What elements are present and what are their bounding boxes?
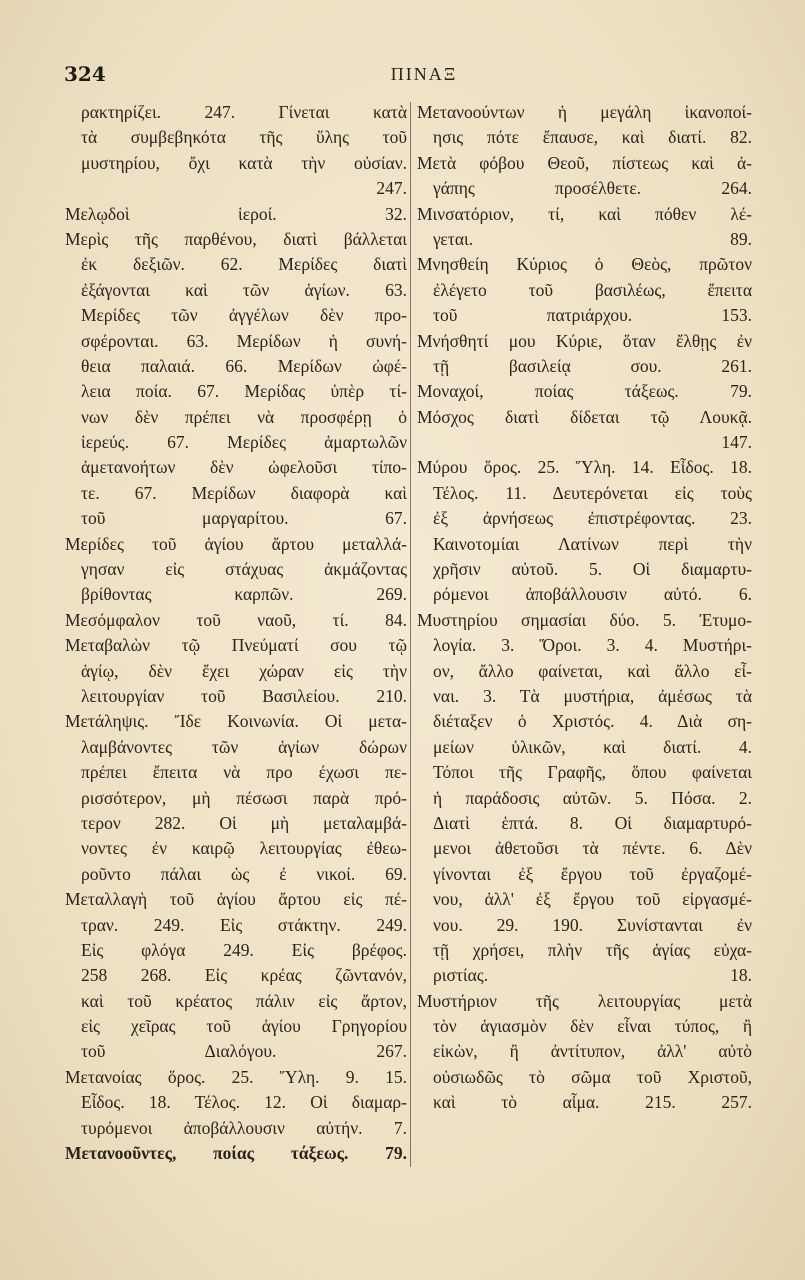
- index-line: 147.: [721, 432, 752, 453]
- index-line: ἁγίῳ, δὲν ἔχει χώραν εἰς τὴν: [81, 660, 407, 681]
- index-line: μείων ὑλικῶν, καὶ διατί. 4.: [433, 736, 752, 757]
- page-header: [64, 62, 764, 90]
- index-line: Μινσατόριον, τί, καὶ πόθεν λέ-: [417, 203, 752, 224]
- index-line: ρισσότερον, μὴ πέσωσι παρὰ πρό-: [81, 787, 407, 808]
- index-line: ἡ παράδοσις αὐτῶν. 5. Πόσα. 2.: [433, 787, 752, 808]
- index-line: τραν. 249. Εἰς στάκτην. 249.: [81, 914, 407, 935]
- index-line: διέταξεν ὁ Χριστός. 4. Διὰ ση-: [433, 711, 752, 732]
- index-line: γησαν εἰς στάχυας ἀκμάζοντας: [81, 559, 407, 580]
- index-line: Μυστήριον τῆς λειτουργίας μετὰ: [417, 990, 752, 1011]
- index-line: ἐξάγονται καὶ τῶν ἁγίων. 63.: [81, 279, 407, 300]
- index-line: τερον 282. Οἱ μὴ μεταλαμβά-: [81, 812, 407, 833]
- index-line: λεια ποία. 67. Μερίδας ὑπὲρ τί-: [81, 381, 407, 402]
- index-line: Μεταλλαγὴ τοῦ ἁγίου ἄρτου εἰς πέ-: [65, 889, 407, 910]
- index-line: ἐλέγετο τοῦ βασιλέως, ἔπειτα: [433, 279, 752, 300]
- page-number: 324: [64, 62, 106, 86]
- index-line: Καινοτομίαι Λατίνων περὶ τὴν: [433, 533, 752, 554]
- index-line: τοῦ μαργαρίτου. 67.: [81, 508, 407, 529]
- index-line: Μνησθείη Κύριος ὁ Θεὸς, πρῶτον: [417, 254, 752, 275]
- index-line: ροῦντο πάλαι ὡς ἐ νικοί. 69.: [81, 863, 407, 884]
- index-line: οὐσιωδῶς τὸ σῶμα τοῦ Χριστοῦ,: [433, 1066, 752, 1087]
- index-line: τὰ συμβεβηκότα τῆς ὕλης τοῦ: [81, 127, 407, 148]
- index-line: λαμβάνοντες τῶν ἁγίων δώρων: [81, 736, 407, 757]
- index-line: τῇ βασιλείᾳ σου. 261.: [433, 355, 752, 376]
- index-line: νου. 29. 190. Συνίστανται ἐν: [433, 914, 752, 935]
- index-line: Μνήσθητί μου Κύριε, ὅταν ἔλθῃς ἐν: [417, 330, 752, 351]
- index-line: 247.: [376, 178, 407, 199]
- index-line: εἰκὼν, ἢ ἀντίτυπον, ἀλλ' αὐτὸ: [433, 1041, 752, 1062]
- index-line: ησις πότε ἔπαυσε, καὶ διατί. 82.: [433, 127, 752, 148]
- index-line: νοντες ἐν καιρῷ λειτουργίας ἐθεω-: [81, 838, 407, 859]
- index-line: Μύρου ὅρος. 25. Ὕλη. 14. Εἶδος. 18.: [417, 457, 752, 478]
- index-line: γίνονται ἐξ ἔργου τοῦ ἐργαζομέ-: [433, 863, 752, 884]
- index-line: νου, ἀλλ' ἐξ ἔργου τοῦ εἰργασμέ-: [433, 889, 752, 910]
- index-line: Μετανοούντων ἡ μεγάλη ἱκανοποί-: [417, 102, 752, 122]
- index-line: χρῆσιν αὐτοῦ. 5. Οἱ διαμαρτυ-: [433, 559, 752, 580]
- index-line: Μετάληψις. Ἴδε Κοινωνία. Οἱ μετα-: [65, 711, 407, 732]
- index-line: καὶ τὸ αἷμα. 215. 257.: [433, 1092, 752, 1113]
- index-line: 258 268. Εἰς κρέας ζῶντανόν,: [81, 965, 407, 986]
- index-line: ναι. 3. Τὰ μυστήρια, ἀμέσως τὰ: [433, 685, 752, 706]
- index-line: καὶ τοῦ κρέατος πάλιν εἰς ἄρτον,: [81, 990, 407, 1011]
- index-line: λειτουργίαν τοῦ Βασιλείου. 210.: [81, 685, 407, 706]
- index-line: βρίθοντας καρπῶν. 269.: [81, 584, 407, 605]
- index-line: Διατὶ ἑπτά. 8. Οἱ διαμαρτυρό-: [433, 812, 752, 833]
- index-line: ρόμενοι ἀποβάλλουσιν αὐτό. 6.: [433, 584, 752, 605]
- index-line: Μελῳδοὶ ἱεροί. 32.: [65, 203, 407, 224]
- index-line: γεται. 89.: [433, 228, 752, 249]
- index-line: ἀμετανοήτων δὲν ὠφελοῦσι τίπο-: [81, 457, 407, 478]
- index-line: ἱερεύς. 67. Μερίδες ἁμαρτωλῶν: [81, 432, 407, 453]
- index-line: ρακτηρίζει. 247. Γίνεται κατὰ: [81, 102, 407, 122]
- index-line: ἐκ δεξιῶν. 62. Μερίδες διατὶ: [81, 254, 407, 275]
- index-line: Μετανοίας ὅρος. 25. Ὕλη. 9. 15.: [65, 1066, 407, 1087]
- index-line: ον, ἄλλο φαίνεται, καὶ ἄλλο εἶ-: [433, 660, 752, 681]
- index-line: ἐξ ἀρνήσεως ἐπιστρέφοντας. 23.: [433, 508, 752, 529]
- page-title: ΠΙΝΑΞ: [390, 64, 458, 84]
- index-line: μυστηρίου, ὄχι κατὰ τὴν οὐσίαν.: [81, 152, 407, 173]
- index-line: τε. 67. Μερίδων διαφορὰ καὶ: [81, 482, 407, 503]
- index-line: τοῦ Διαλόγου. 267.: [81, 1041, 407, 1062]
- index-line: σφέρονται. 63. Μερίδων ἡ συνή-: [81, 330, 407, 351]
- index-line: νων δὲν πρέπει νὰ προσφέρῃ ὁ: [81, 406, 407, 427]
- index-line: πρέπει ἔπειτα νὰ προ έχωσι πε-: [81, 762, 407, 783]
- right-column: [417, 100, 752, 1116]
- index-line: Μετανοοῦντες, ποίας τάξεως. 79.: [65, 1143, 407, 1164]
- index-line: εἰς χεῖρας τοῦ ἁγίου Γρηγορίου: [81, 1016, 407, 1037]
- index-line: Μεταβαλὼν τῷ Πνεύματί σου τῷ: [65, 635, 407, 656]
- index-line: Τόποι τῆς Γραφῆς, ὅπου φαίνεται: [433, 762, 752, 783]
- index-line: Μόσχος διατὶ δίδεται τῷ Λουκᾷ.: [417, 406, 752, 427]
- index-line: γάπης προσέλθετε. 264.: [433, 178, 752, 199]
- index-line: Μοναχοί, ποίας τάξεως. 79.: [417, 381, 752, 402]
- left-column: [65, 100, 407, 1166]
- index-line: τοῦ πατριάρχου. 153.: [433, 305, 752, 326]
- index-line: Μερίδες τοῦ ἁγίου ἄρτου μεταλλά-: [65, 533, 407, 554]
- index-line: Εἰς φλόγα 249. Εἰς βρέφος.: [81, 939, 407, 960]
- index-line: Μετὰ φόβου Θεοῦ, πίστεως καὶ ἀ-: [417, 152, 752, 173]
- index-line: Μυστηρίου σημασίαι δύο. 5. Ἐτυμο-: [417, 609, 752, 630]
- index-line: Εἶδος. 18. Τέλος. 12. Οἱ διαμαρ-: [81, 1092, 407, 1113]
- index-line: Μεσόμφαλον τοῦ ναοῦ, τί. 84.: [65, 609, 407, 630]
- index-line: μενοι ἀθετοῦσι τὰ πέντε. 6. Δὲν: [433, 838, 752, 859]
- index-line: Μερὶς τῆς παρθένου, διατὶ βάλλεται: [65, 228, 407, 249]
- column-divider: [410, 102, 411, 1167]
- index-line: θεια παλαιά. 66. Μερίδων ὠφέ-: [81, 355, 407, 376]
- index-line: τὸν ἁγιασμὸν δὲν εἶναι τύπος, ἢ: [433, 1016, 752, 1037]
- index-line: λογία. 3. Ὅροι. 3. 4. Μυστήρι-: [433, 635, 752, 656]
- index-line: ριστίας. 18.: [433, 965, 752, 986]
- index-line: τῇ χρήσει, πλὴν τῆς ἁγίας εὐχα-: [433, 939, 752, 960]
- index-line: Μερίδες τῶν ἀγγέλων δὲν προ-: [81, 305, 407, 326]
- index-line: Τέλος. 11. Δευτερόνεται εἰς τοὺς: [433, 482, 752, 503]
- index-line: τυρόμενοι ἀποβάλλουσιν αὐτήν. 7.: [81, 1117, 407, 1138]
